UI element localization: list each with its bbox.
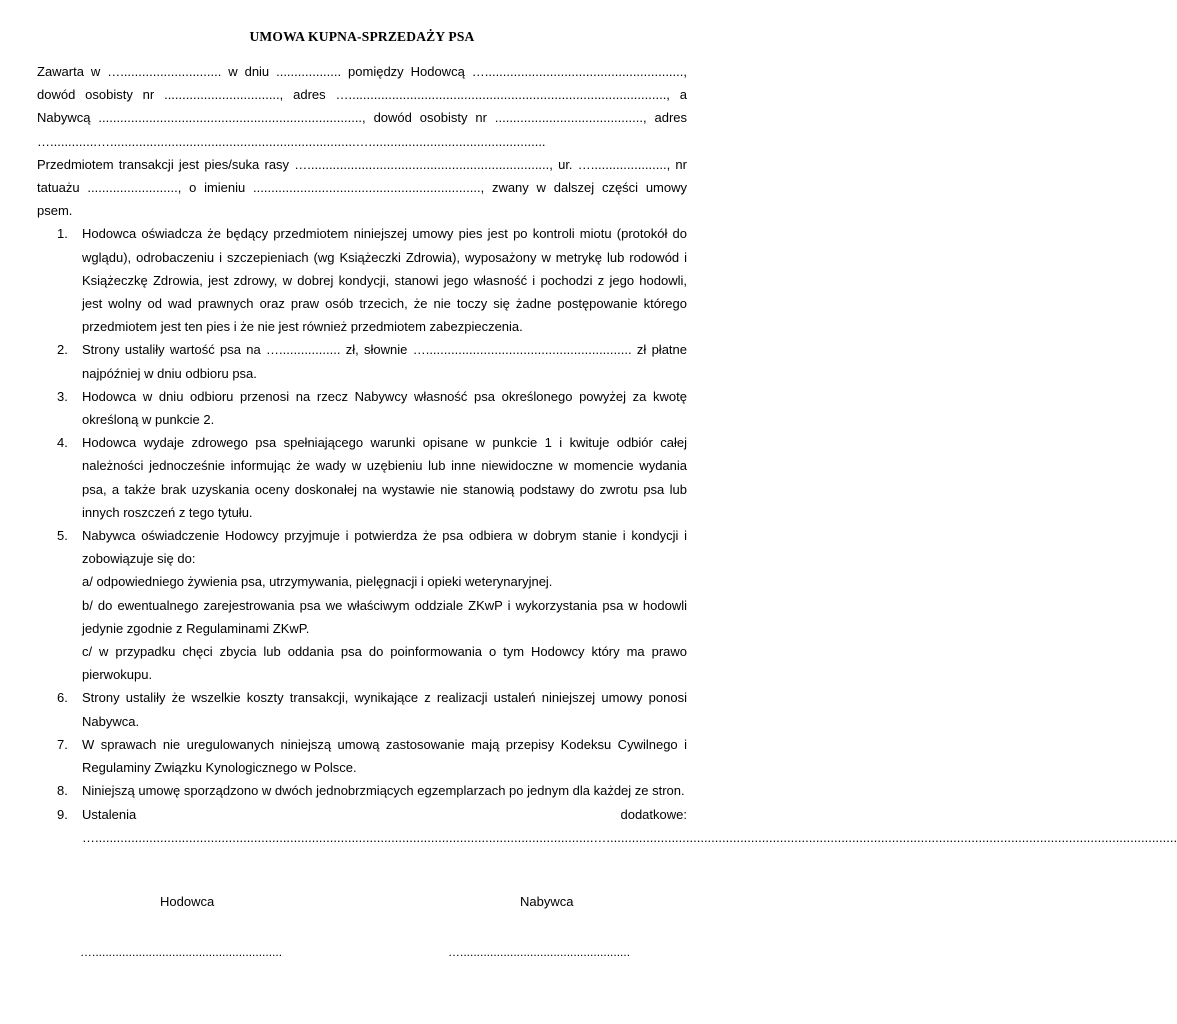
clause-number: 5. xyxy=(57,528,68,544)
clause-item xyxy=(37,733,687,779)
clause-text: c/ w przypadku chęci zbycia lub oddania psa do poinformowania o tym Hodowcy który ma prawo pierwokupu. xyxy=(82,644,687,683)
clause-number: 3. xyxy=(57,388,68,404)
clause-text: Ustalenia dodatkowe: …..........................................................................................................................................….............................................................................................................................................................. xyxy=(82,806,1177,845)
clause-item xyxy=(37,385,687,431)
clause-number: 8. xyxy=(57,783,68,799)
clause-number: 2. xyxy=(57,342,68,358)
clause-number: 6. xyxy=(57,690,68,706)
intro-subject-paragraph: Przedmiotem transakcji jest pies/suka rasy …..................................................................., ur. …....................., nr tatuażu ........................., o imieniu ..............................................................., zwany w dalszej części umowy psem. xyxy=(37,156,687,219)
intro-section xyxy=(37,60,687,222)
clause-item xyxy=(37,338,687,384)
clause-text: Strony ustaliły wartość psa na …................. zł, słownie …......................................................... zł płatne najpóźniej w dniu odbioru psa. xyxy=(82,342,687,381)
clause-text: W sprawach nie uregulowanych niniejszą umową zastosowanie mają przepisy Kodeksu Cywilnego i Regulaminy Związku Kynologicznego w Polsce. xyxy=(82,736,687,776)
clause-number: 4. xyxy=(57,435,68,451)
clause-text: Nabywca oświadczenie Hodowcy przyjmuje i potwierdza że psa odbiera w dobrym stanie i kondycji i zobowiązuje się do: xyxy=(82,528,687,567)
clause-text: Niniejszą umowę sporządzono w dwóch jednobrzmiących egzemplarzach po jednym dla każdej ze stron. xyxy=(82,783,685,799)
clause-item xyxy=(37,222,687,338)
document-title: UMOWA KUPNA-SPRZEDAŻY PSA xyxy=(249,29,475,44)
clause-item xyxy=(37,686,687,732)
clause-text: Hodowca w dniu odbioru przenosi na rzecz Nabywcy własność psa określonego powyżej za kwotę określoną w punkcie 2. xyxy=(82,388,687,428)
clause-text: Hodowca wydaje zdrowego psa spełniającego warunki opisane w punkcie 1 i kwituje odbiór całej należności jednocześnie informując że wady w uzębieniu lub inne niewidoczne w momencie wydania psa, a także brak uzyskania oceny doskonałej na wystawie nie stanowią podstawy do zwrotu psa lub innych roszczeń z tego tytułu. xyxy=(82,435,687,520)
clause-item xyxy=(37,803,1177,849)
clause-text: Hodowca oświadcza że będący przedmiotem niniejszej umowy pies jest po kontroli miotu (protokół do wglądu), odrobaczeniu i szczepieniach (wg Książeczki Zdrowia), wyposażony w metrykę lub rodowód i Książeczkę Zdrowia, jest zdrowy, w dobrej kondycji, stanowi jego własność i pochodzi z jego hodowli, jest wolny od wad prawnych oraz praw osób trzecich, że nie toczy się żadne postępowanie którego przedmiotem jest ten pies i że nie jest również przedmiotem zabezpieczenia. xyxy=(82,226,687,335)
intro-parties-paragraph: Zawarta w …............................ w dniu .................. pomiędzy Hodowcą …......................................................., dowód osobisty nr ................................, adres …........................................................................................, a Nabywcą ........................................................................., dowód osobisty nr ........................................., adres ….............…....................................................................…................................................. xyxy=(37,64,687,149)
clause-text: b/ do ewentualnego zarejestrowania psa we właściwym oddziale ZKwP i wykorzystania psa w hodowli jedynie zgodnie z Regulaminami ZKwP. xyxy=(82,597,687,636)
clause-item xyxy=(37,431,687,524)
signature-label-buyer: Nabywca xyxy=(520,894,574,909)
clause-item xyxy=(37,779,687,802)
clause-text: a/ odpowiedniego żywienia psa, utrzymywania, pielęgnacji i opieki weterynaryjnej. xyxy=(82,574,553,590)
clause-item xyxy=(37,524,687,686)
clause-number: 1. xyxy=(57,226,68,242)
signature-label-breeder: Hodowca xyxy=(160,894,215,909)
signature-line-buyer: …................................................... xyxy=(448,945,631,959)
clause-text: Strony ustaliły że wszelkie koszty transakcji, wynikające z realizacji ustaleń niniejszej umowy ponosi Nabywca. xyxy=(82,690,687,729)
signature-line-breeder: …......................................................... xyxy=(80,945,283,959)
clauses-list xyxy=(37,222,1177,848)
signatures-section xyxy=(0,894,724,974)
clause-number: 7. xyxy=(57,736,68,752)
clause-number: 9. xyxy=(57,806,68,822)
